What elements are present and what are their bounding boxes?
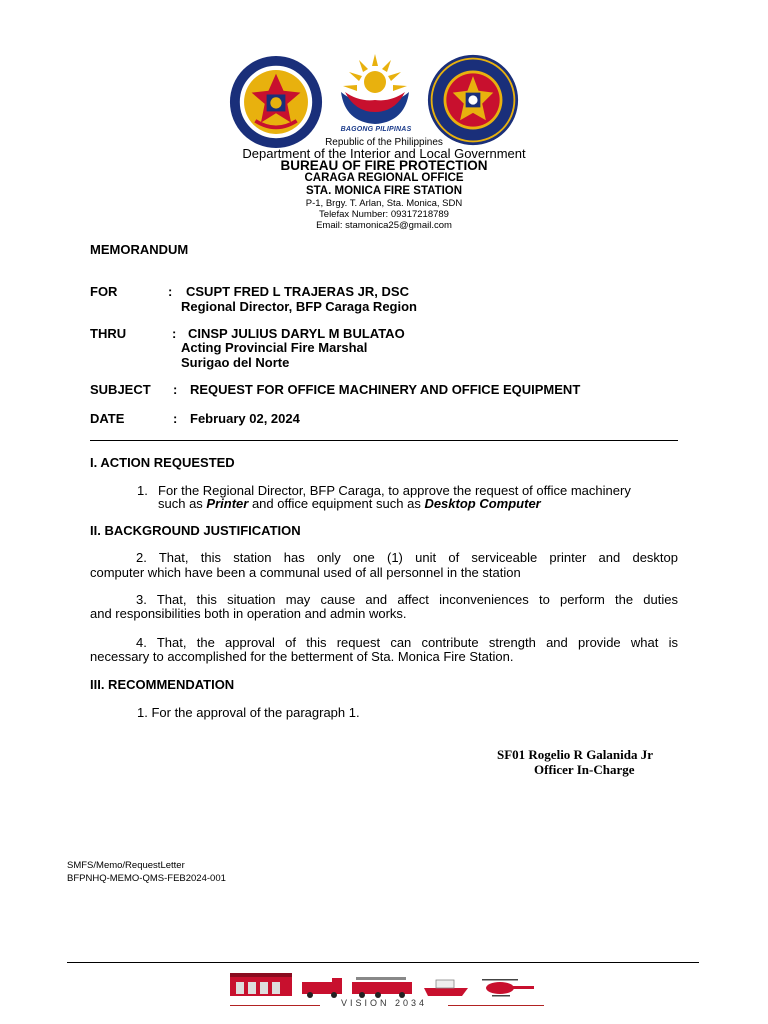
background-para-2-line-2: computer which have been a communal used of all personnel in the station (90, 565, 521, 580)
for-label: FOR (90, 284, 118, 299)
for-name: CSUPT FRED L TRAJERAS JR, DSC (186, 284, 409, 299)
memo-title: MEMORANDUM (90, 242, 189, 257)
helicopter-icon (482, 979, 534, 997)
republic-line: Republic of the Philippines (325, 137, 443, 148)
date-colon: : (173, 411, 178, 426)
date-label: DATE (90, 411, 125, 426)
date-text: February 02, 2024 (190, 411, 300, 426)
vision-line-right (448, 1005, 544, 1006)
subject-text: REQUEST FOR OFFICE MACHINERY AND OFFICE EQUIPMENT (190, 382, 581, 397)
signatory-name: SF01 Rogelio R Galanida Jr (497, 747, 654, 762)
recommendation-item-1: 1. For the approval of the paragraph 1. (137, 705, 360, 720)
bfp-seal-logo (229, 55, 323, 149)
section-background-title: II. BACKGROUND JUSTIFICATION (90, 523, 301, 538)
action-item-number: 1. (137, 483, 148, 498)
reference-code-2: BFPNHQ-MEMO-QMS-FEB2024-001 (67, 873, 226, 884)
background-para-3-line-1: 3. That, this situation may cause and affect inconveniences to perform the duties (136, 592, 678, 607)
station-line: STA. MONICA FIRE STATION (305, 185, 463, 197)
for-position: Regional Director, BFP Caraga Region (181, 299, 417, 314)
section-action-title: I. ACTION REQUESTED (90, 455, 235, 470)
thru-position-2: Surigao del Norte (181, 355, 290, 370)
thru-name: CINSP JULIUS DARYL M BULATAO (188, 326, 405, 341)
address-line: P-1, Brgy. T. Arlan, Sta. Monica, SDN (305, 198, 463, 209)
bureau-line: BUREAU OF FIRE PROTECTION (280, 158, 488, 173)
department-line: Department of the Interior and Local Government (242, 146, 526, 161)
section-recommendation-title: III. RECOMMENDATION (90, 677, 235, 692)
background-para-3-line-2: and responsibilities both in operation and admin works. (90, 606, 407, 621)
thru-label: THRU (90, 326, 127, 341)
fire-boat-icon (424, 980, 468, 996)
telefax-line: Telefax Number: 09317218789 (319, 209, 449, 220)
background-para-4-line-2: necessary to accomplished for the betterment of Sta. Monica Fire Station. (90, 649, 514, 664)
sta-monica-fire-station-seal (427, 54, 519, 146)
regional-office-line: CARAGA REGIONAL OFFICE (304, 172, 464, 184)
vision-line-left (230, 1005, 320, 1006)
reference-code-1: SMFS/Memo/RequestLetter (67, 860, 185, 871)
subject-label: SUBJECT (90, 382, 151, 397)
bagong-pilipinas-wordmark: BAGONG PILIPINAS (340, 126, 412, 133)
bagong-pilipinas-logo (335, 52, 415, 126)
background-para-2-line-1: 2. That, this station has only one (1) unit of serviceable printer and desktop (136, 550, 678, 565)
header-divider (90, 440, 678, 441)
subject-colon: : (173, 382, 178, 397)
vision-2034-label: VISION 2034 (340, 998, 428, 1008)
vision-vehicles-illustration (228, 970, 540, 998)
background-para-4-line-1: 4. That, the approval of this request can contribute strength and provide what is (136, 635, 678, 650)
fire-station-icon (230, 973, 292, 996)
email-line: Email: stamonica25@gmail.com (316, 220, 452, 231)
signatory-title: Officer In-Charge (534, 762, 635, 777)
footer-divider (67, 962, 699, 963)
thru-colon: : (172, 326, 177, 341)
action-item-line-1: For the Regional Director, BFP Caraga, to approve the request of office machinery (158, 483, 631, 498)
ladder-truck-icon (352, 977, 412, 998)
for-colon: : (168, 284, 173, 299)
fire-truck-icon (302, 978, 342, 998)
action-item-line-2: such as Printer and office equipment such as Desktop Computer (158, 496, 541, 511)
thru-position-1: Acting Provincial Fire Marshal (181, 340, 368, 355)
